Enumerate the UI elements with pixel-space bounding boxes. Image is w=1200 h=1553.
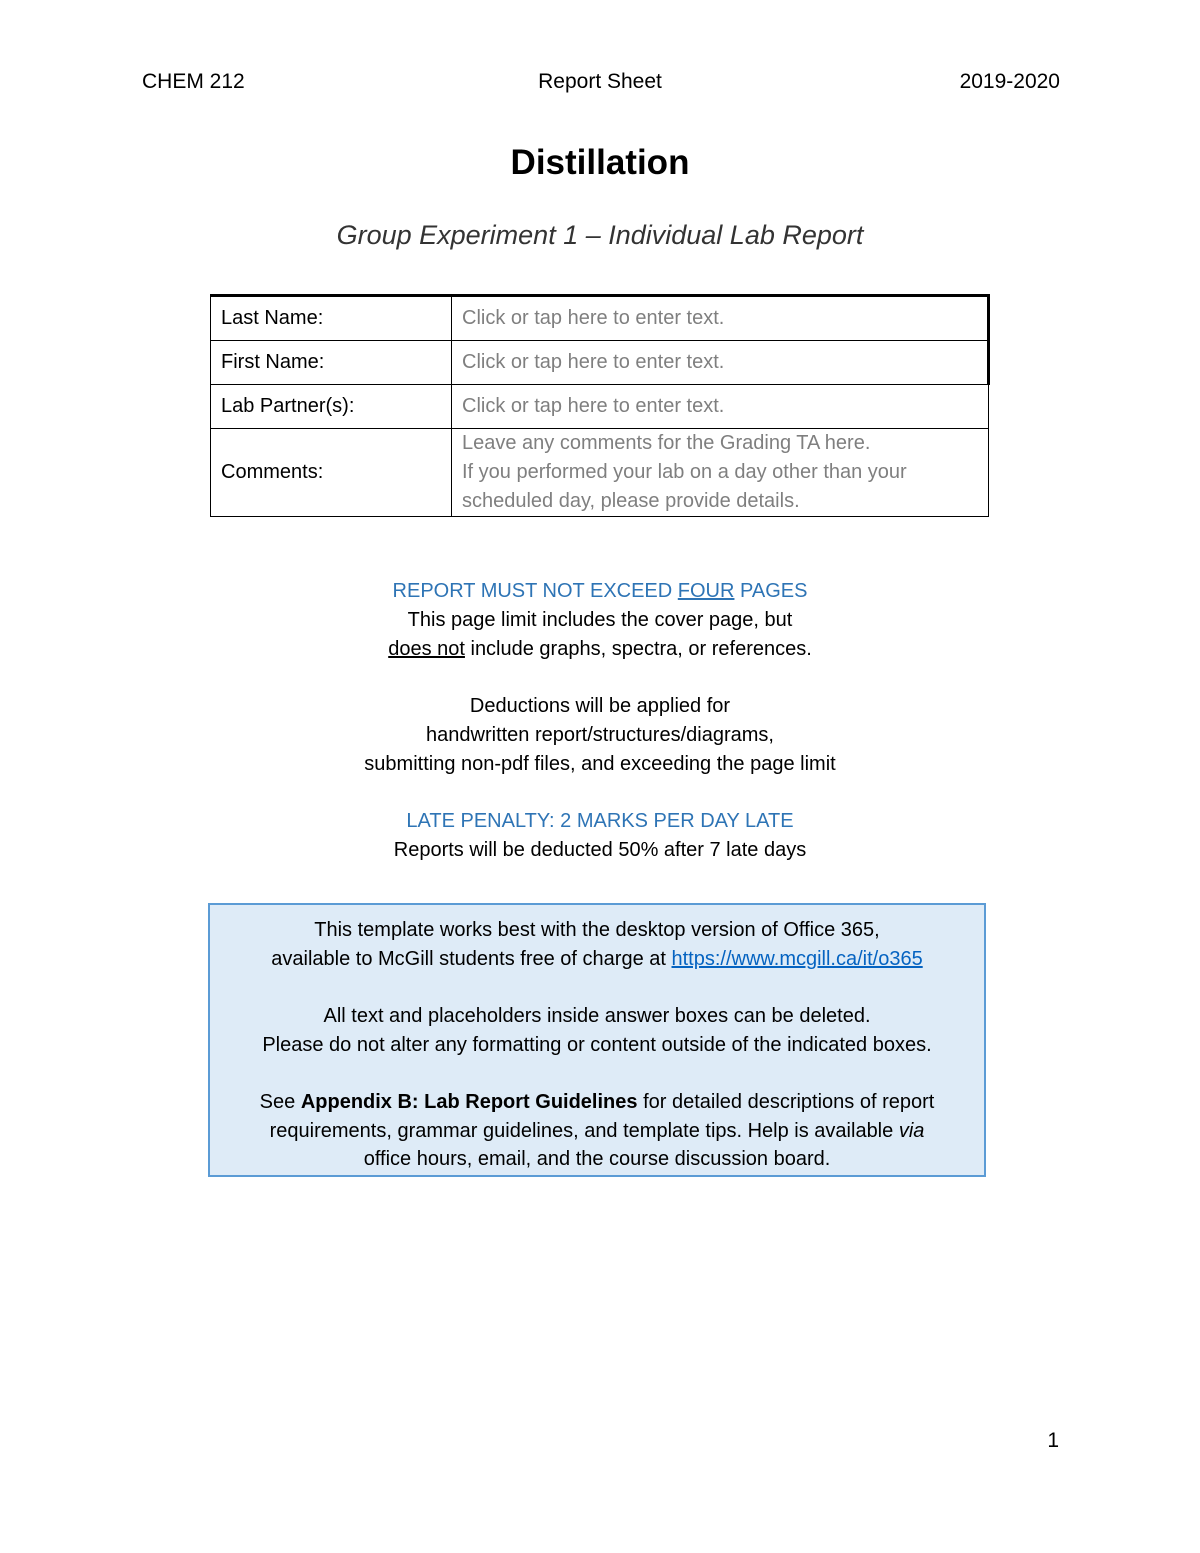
page-limit-notice [0, 577, 1200, 664]
page-limit-heading-start: REPORT MUST NOT EXCEED [392, 580, 678, 602]
page-limit-heading-end: PAGES [734, 580, 808, 602]
header-course: CHEM 212 [142, 70, 245, 93]
first-name-label: First Name: [211, 341, 452, 385]
appendix-reference: Appendix B: Lab Report Guidelines [300, 1091, 638, 1113]
deductions-line-3: submitting non-pdf files, and exceeding the page limit [364, 753, 836, 775]
info-line-5-end: for detailed descriptions of report [637, 1091, 935, 1113]
deductions-line-1: Deductions will be applied for [469, 695, 731, 717]
info-line-2 [210, 945, 984, 974]
info-line-1: This template works best with the desktop version of Office 365, [314, 919, 880, 941]
deductions-notice [0, 692, 1200, 779]
template-info-box [208, 903, 986, 1177]
comments-placeholder-line-3: scheduled day, please provide details. [462, 490, 800, 512]
comments-placeholder-line-2: If you performed your lab on a day other than your [462, 461, 907, 483]
table-row-first-name [211, 341, 989, 385]
header-year: 2019-2020 [959, 70, 1060, 93]
page-limit-heading-emphasis: FOUR [677, 580, 735, 602]
table-row-comments [211, 429, 989, 517]
page-limit-line-2-rest: include graphs, spectra, or references. [464, 638, 812, 660]
comments-placeholder-line-1: Leave any comments for the Grading TA here. [462, 432, 871, 454]
deductions-line-2: handwritten report/structures/diagrams, [426, 724, 774, 746]
page-limit-emphasis: does not [388, 638, 465, 660]
comments-label: Comments: [211, 429, 452, 517]
student-info-table [210, 294, 990, 517]
header-doc-type: Report Sheet [538, 70, 662, 93]
spacer [210, 973, 984, 1002]
table-row-last-name [211, 296, 989, 341]
comments-field[interactable] [452, 429, 989, 517]
office365-link[interactable]: https://www.mcgill.ca/it/o365 [671, 947, 923, 970]
last-name-field[interactable]: Click or tap here to enter text. [452, 296, 989, 341]
info-line-7: office hours, email, and the course discussion board. [363, 1148, 831, 1170]
page-title: Distillation [510, 143, 690, 182]
page-subtitle: Group Experiment 1 – Individual Lab Report [336, 220, 864, 250]
info-line-5-start: See [259, 1091, 301, 1113]
late-penalty-heading: LATE PENALTY: 2 MARKS PER DAY LATE [406, 810, 794, 832]
page-limit-line-2 [0, 635, 1200, 664]
late-penalty-line: Reports will be deducted 50% after 7 late days [393, 839, 807, 861]
first-name-field[interactable]: Click or tap here to enter text. [452, 341, 989, 385]
late-penalty-notice [0, 807, 1200, 865]
info-line-6 [210, 1117, 984, 1146]
page-limit-line-1: This page limit includes the cover page, but [407, 609, 793, 631]
page-limit-heading [0, 577, 1200, 606]
table-row-lab-partners [211, 385, 989, 429]
lab-partners-field[interactable]: Click or tap here to enter text. [452, 385, 989, 429]
spacer [210, 1059, 984, 1088]
info-line-4: Please do not alter any formatting or content outside of the indicated boxes. [262, 1033, 932, 1056]
info-line-2-text: available to McGill students free of charge at [271, 947, 672, 970]
page-number: 1 [1047, 1429, 1059, 1452]
info-line-5 [210, 1088, 984, 1117]
info-line-6-start: requirements, grammar guidelines, and template tips. Help is available [269, 1119, 899, 1142]
last-name-label: Last Name: [211, 296, 452, 341]
info-line-6-italic: via [898, 1119, 925, 1142]
lab-partners-label: Lab Partner(s): [211, 385, 452, 429]
info-line-3: All text and placeholders inside answer boxes can be deleted. [323, 1005, 871, 1027]
